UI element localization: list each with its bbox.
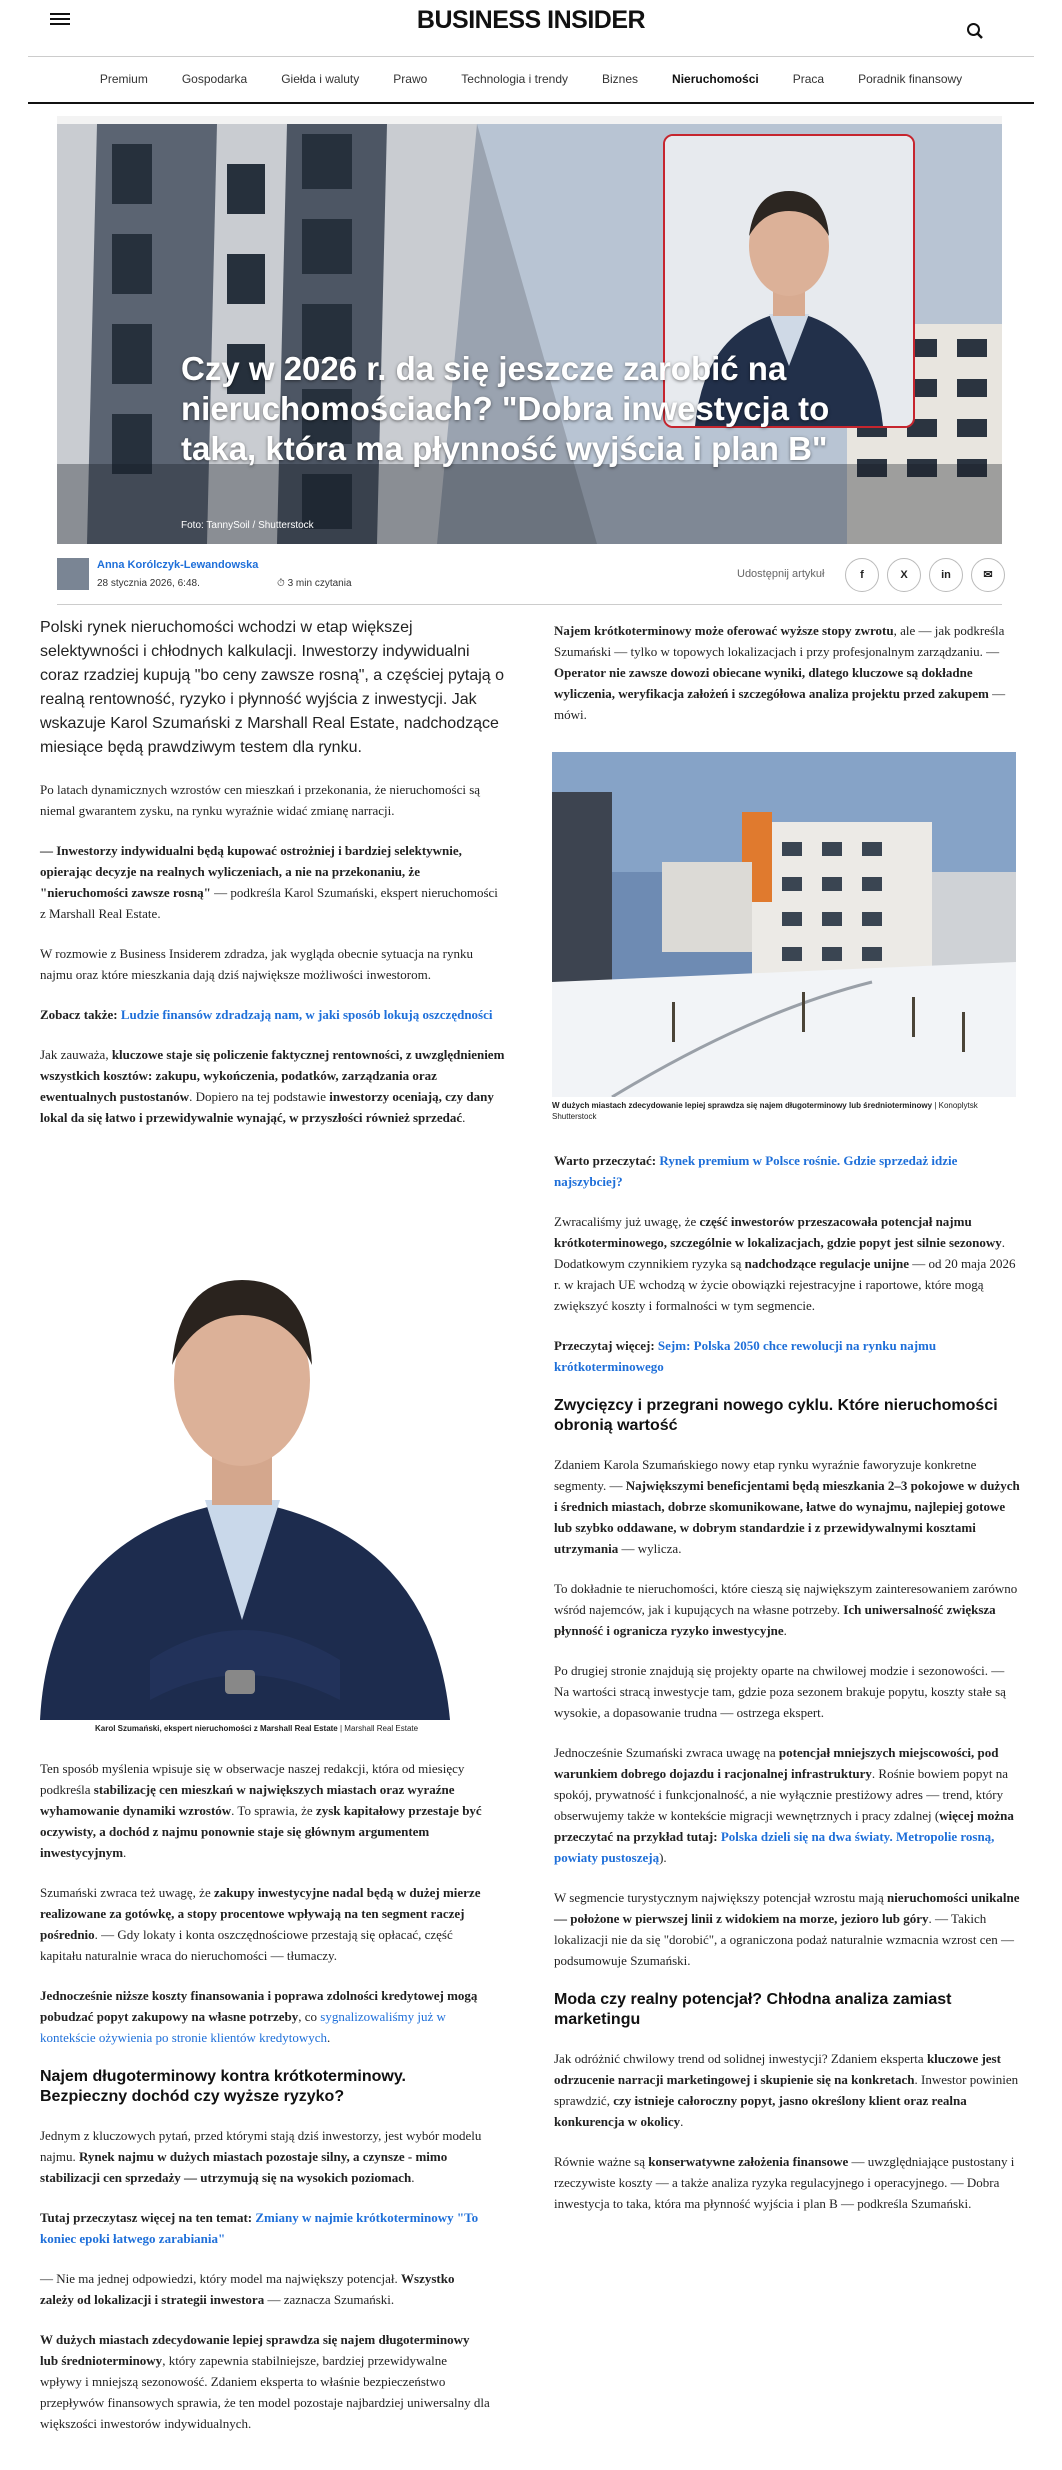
buildings-photo-figure (552, 752, 1016, 1132)
section-heading: Najem długoterminowy kontra krótkoterminowy. Bezpieczny dochód czy wyższe ryzyko? (40, 2068, 406, 2105)
author-name[interactable]: Anna Korólczyk-Lewandowska (97, 559, 259, 571)
search-icon[interactable] (966, 22, 984, 40)
paragraph: W rozmowie z Business Insiderem zdradza, jak wygląda obecnie sytuacja na rynku najmu oraz które mieszkania dają dziś największe możliwości inwestorom. (40, 946, 473, 982)
paragraph: Ten sposób myślenia wpisuje się w obserwacje naszej redakcji, która od miesięcy podkreśla stabilizację cen mieszkań w największych miastach oraz wyraźne wyhamowanie dynamiki wzrostów. To sprawia, że zysk kapitałowy przestaje być oczywisty, a dochód z najmu ponownie staje się głównym argumentem inwestycyjnym. (40, 1761, 482, 1860)
nav-divider (28, 102, 1034, 104)
paragraph: Najem krótkoterminowy może oferować wyższe stopy zwrotu, ale — jak podkreśla Szumański — tylko w topowych lokalizacjach i przy profesjonalnym zarządzaniu. — Operator nie zawsze dowozi obiecane wyniki, dlatego kluczowe są dokładne wyliczenia, weryfikacja założeń i szczegółowa analiza projektu przed zakupem — mówi. (554, 623, 1006, 722)
buildings-photo (552, 752, 1016, 1097)
share-facebook-icon[interactable]: f (845, 558, 879, 592)
worth-reading-link[interactable]: Rynek premium w Polsce rośnie. Gdzie sprzedaż idzie najszybciej? (554, 1153, 958, 1189)
author-bar (57, 554, 1002, 598)
paragraph: W dużych miastach zdecydowanie lepiej sprawdza się najem długoterminowy lub średnioterminowy, który zapewnia stabilniejsze, bardziej przewidywalne wpływy i mniejszą sezonowość. Zdaniem eksperta to właśnie bezpieczeństwo przepływów finansowych sprawia, że ten model pozostaje najbardziej uniwersalny dla większości inwestorów indywidualnych. (40, 2332, 490, 2431)
author-avatar[interactable] (57, 558, 89, 590)
hero-image (57, 124, 1002, 544)
paragraph: Jak odróżnić chwilowy trend od solidnej inwestycji? Zdaniem eksperta kluczowe jest odrzucenie narracji marketingowej i skupienie się na konkretach. Inwestor powinien sprawdzić, czy istnieje całoroczny popyt, jasno określony klient oraz realna konkurencja w okolicy. (554, 2051, 1019, 2129)
paragraph: Szumański zwraca też uwagę, że zakupy inwestycyjne nadal będą w dużej mierze realizowane za gotówkę, a stopy procentowe wpływają na ten segment raczej pośrednio. — Gdy lokaty i konta oszczędnościowe przestają się opłacać, część kapitału naturalnie wraca do nieruchomości — tłumaczy. (40, 1885, 481, 1963)
read-more: Tutaj przeczytasz więcej na ten temat: Zmiany w najmie krótkoterminowy "To koniec epoki łatwego zarabiania" (40, 2210, 479, 2246)
inline-link[interactable]: Polska dzieli się na dwa światy. Metropolie rosną, powiaty pustoszeją (554, 1829, 995, 1865)
read-time-label: 3 min czytania (287, 578, 352, 589)
read-more-link[interactable]: Zmiany w najmie krótkoterminowy "To koniec epoki łatwego zarabiania" (40, 2210, 479, 2246)
paragraph: — Nie ma jednej odpowiedzi, który model ma największy potencjał. Wszystko zależy od lokalizacji i strategii inwestora — zaznacza Szumański. (40, 2271, 455, 2307)
see-also-link[interactable]: Ludzie finansów zdradzają nam, w jaki sposób lokują oszczędności (120, 1007, 493, 1022)
section-heading: Moda czy realny potencjał? Chłodna analiza zamiast marketingu (554, 1991, 952, 2028)
paragraph: Zdaniem Karola Szumańskiego nowy etap rynku wyraźnie faworyzuje konkretne segmenty. — Największymi beneficjentami będą mieszkania 2–3 pokojowe w dużych i średnich miastach, dobrze skomunikowane, łatwe do wynajmu, najlepiej gotowe lub szybko oddawane, w dobrym standardzie i z przewidywalnymi kosztami utrzymania — wylicza. (554, 1457, 1020, 1556)
author-divider (57, 604, 1002, 605)
nav-item-technologia[interactable]: Technologia i trendy (461, 72, 569, 86)
quote-paragraph: — Inwestorzy indywidualni będą kupować ostrożniej i bardziej selektywnie, opierając decyzje na realnych wyliczeniach, a nie na przekonaniu, że "nieruchomości zawsze rosną" — podkreśla Karol Szumański, ekspert nieruchomości z Marshall Real Estate. (40, 843, 498, 921)
paragraph: W segmencie turystycznym największy potencjał wzrostu mają nieruchomości unikalne — położone w pierwszej linii z widokiem na morze, jezioro lub góry. — Takich lokalizacji nie da się "dorobić", a ograniczona podaż naturalnie wzmacnia wzrost cen — podsumowuje Szumański. (554, 1890, 1020, 1968)
right-column (554, 620, 1020, 744)
section-heading: Zwycięzcy i przegrani nowego cyklu. Które nieruchomości obronią wartość (554, 1397, 998, 1434)
paragraph: Równie ważne są konserwatywne założenia finansowe — uwzględniające pustostany i rzeczywiste koszty — a także analiza ryzyka regulacyjnego i operacyjnego. — Dobra inwestycja to taka, która ma płynność wyjścia i plan B — podkreśla Szumański. (554, 2154, 1015, 2211)
nav-item-premium[interactable]: Premium (99, 72, 148, 86)
read-more-link[interactable]: Sejm: Polska 2050 chce rewolucji na rynku najmu krótkoterminowego (554, 1338, 937, 1374)
nav-item-gospodarka[interactable]: Gospodarka (181, 72, 248, 86)
paragraph: Jak zauważa, kluczowe staje się policzenie faktycznej rentowności, z uwzględnieniem wszystkich kosztów: zakupu, wykończenia, podatków, zarządzania oraz ewentualnych pustostanów. Dopiero na tej podstawie inwestorzy oceniają, czy dany lokal da się łatwo i przewidywalnie wynająć, w przyszłości również sprzedać. (40, 1047, 505, 1125)
main-nav (28, 56, 1034, 102)
nav-item-prawo[interactable]: Prawo (393, 72, 428, 86)
nav-item-biznes[interactable]: Biznes (602, 72, 639, 86)
hero-section (57, 116, 1002, 544)
paragraph: Po drugiej stronie znajdują się projekty oparte na chwilowej modzie i sezonowości. — Na wartości stracą inwestycje tam, gdzie poza sezonem brakuje popytu, koszty stałe są wysokie, a dopasowanie trudna — ostrzega ekspert. (554, 1663, 1006, 1720)
article-title: Czy w 2026 r. da się jeszcze zarobić na nieruchomościach? "Dobra inwestycja to taka, która ma płynność wyjścia i plan B" (181, 350, 830, 467)
paragraph: Zwracaliśmy już uwagę, że część inwestorów przeszacowała potencjał najmu krótkoterminowego, szczególnie w lokalizacjach, gdzie popyt jest silnie sezonowy. Dodatkowym czynnikiem ryzyka są nadchodzące regulacje unijne — od 20 maja 2026 r. w krajach UE wchodzą w życie obowiązki rejestracyjne i raportowe, które mogą zwiększyć koszty i formalności w tym segmencie. (554, 1214, 1016, 1313)
photo-caption: W dużych miastach zdecydowanie lepiej sprawdza się najem długoterminowy lub średnioterminowy | Konoplytsk Shutterstock (552, 1101, 978, 1121)
nav-item-poradnik[interactable]: Poradnik finansowy (858, 72, 963, 86)
worth-reading: Warto przeczytać: Rynek premium w Polsce rośnie. Gdzie sprzedaż idzie najszybciej? (554, 1153, 958, 1189)
publish-date: 28 stycznia 2026, 6:48. (97, 578, 200, 589)
paragraph: Jednocześnie niższe koszty finansowania i poprawa zdolności kredytowej mogą pobudzać popyt zakupowy na własne potrzeby, co sygnalizowaliśmy już w kontekście ożywienia po stronie klientów kredytowych. (40, 1988, 478, 2045)
nav-item-nieruchomosci[interactable]: Nieruchomości (672, 72, 759, 86)
share-email-icon[interactable]: ✉ (971, 558, 1005, 592)
article-lead: Polski rynek nieruchomości wchodzi w etap większej selektywności i chłodnych kalkulacji. Inwestorzy indywidualni coraz rzadziej kupują "bo ceny zawsze rosną", a częściej pytają o realną rentowność, ryzyko i płynność wyjścia z inwestycji. Jak wskazuje Karol Szumański z Marshall Real Estate, nadchodzące miesiące będą prawdziwym testem dla rynku. (40, 619, 505, 756)
see-also: Zobacz także: Ludzie finansów zdradzają nam, w jaki sposób lokują oszczędności (40, 1007, 493, 1022)
nav-item-gielda[interactable]: Giełda i waluty (281, 72, 360, 86)
portrait-caption: Karol Szumański, ekspert nieruchomości z Marshall Real Estate | Marshall Real Estate (95, 1724, 419, 1733)
read-time (277, 578, 352, 589)
paragraph: Po latach dynamicznych wzrostów cen mieszkań i przekonania, że nieruchomości są niemal gwarantem zysku, na rynku wyraźnie widać zmianę narracji. (40, 782, 481, 818)
right-column-lower (554, 1150, 1020, 2233)
nav-item-praca[interactable]: Praca (792, 72, 825, 86)
share-label: Udostępnij artykuł (737, 568, 825, 580)
read-more: Przeczytaj więcej: Sejm: Polska 2050 chce rewolucji na rynku najmu krótkoterminowego (554, 1338, 937, 1374)
expert-portrait (0, 1200, 485, 1720)
left-column (40, 616, 506, 1147)
share-linkedin-icon[interactable]: in (929, 558, 963, 592)
paragraph: Jednym z kluczowych pytań, przed którymi stają dziś inwestorzy, jest wybór modelu najmu. Rynek najmu w dużych miastach pozostaje silny, a czynsze - mimo stabilizacji cen sprzedaży — utrzymują się na wysokich poziomach. (40, 2128, 482, 2185)
site-logo[interactable]: BUSINESS INSIDER (416, 6, 646, 34)
clock-icon: ⏱ (277, 578, 285, 589)
paragraph: Jednocześnie Szumański zwraca uwagę na potencjał mniejszych miejscowości, pod warunkiem dobrego dojazdu i racjonalnej infrastruktury. Rośnie bowiem popyt na spokój, prywatność i funkcjonalność, a nie wyłącznie prestiżowy adres — trend, który obserwujemy także w kontekście migracji wewnętrznych i pracy zdalnej (więcej można przeczytać na przykład tutaj: Polska dzieli się na dwa światy. Metropolie rosną, powiaty pustoszeją). (554, 1745, 1014, 1865)
site-header (0, 0, 1062, 104)
hero-photo-credit: Foto: TannySoil / Shutterstock (181, 520, 314, 531)
paragraph: To dokładnie te nieruchomości, które cieszą się największym zainteresowaniem zarówno wśród najemców, jak i kupujących na własne potrzeby. Ich uniwersalność zwiększa płynność i ogranicza ryzyko inwestycyjne. (554, 1581, 1018, 1638)
share-x-icon[interactable]: X (887, 558, 921, 592)
expert-portrait-figure (0, 1200, 485, 1740)
inline-link[interactable]: sygnalizowaliśmy już w kontekście ożywienia po stronie klientów kredytowych (40, 2009, 446, 2045)
left-column-lower (40, 1758, 490, 2453)
